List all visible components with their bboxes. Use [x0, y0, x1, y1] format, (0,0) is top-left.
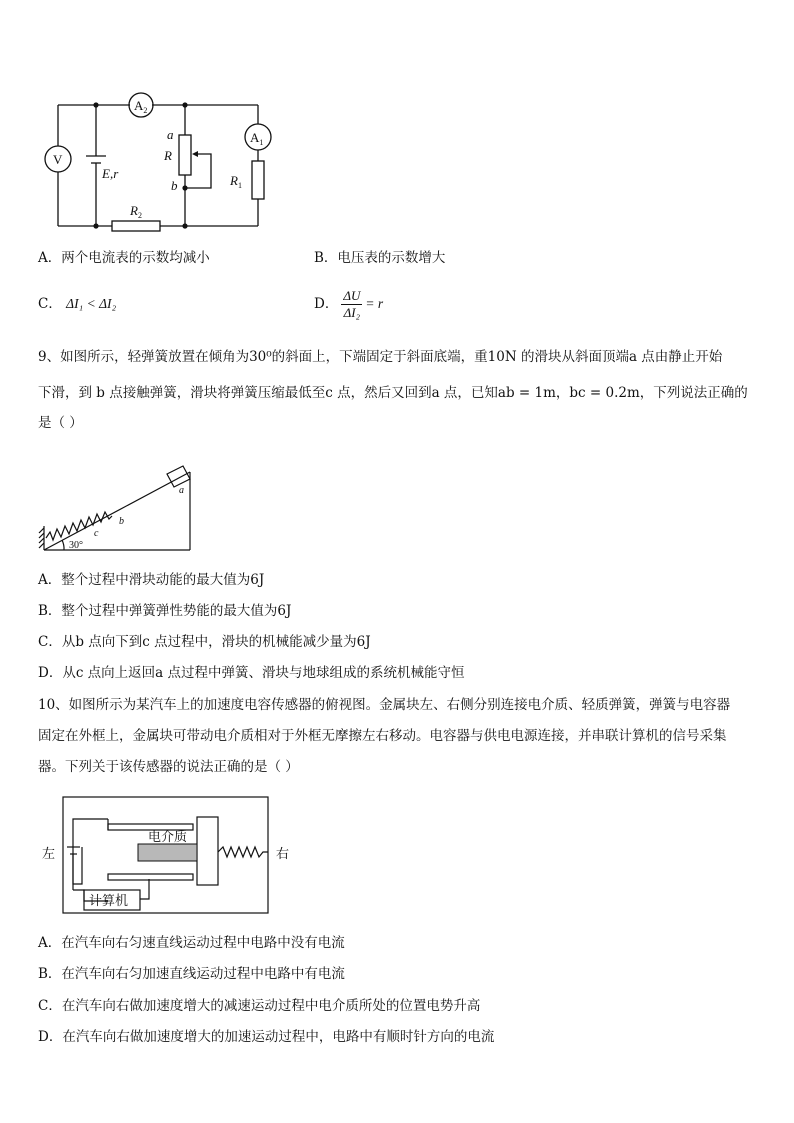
q9-option-d[interactable]: D．从c 点向上返回a 点过程中弹簧、滑块与地球组成的系统机械能守恒: [38, 665, 465, 681]
q8-option-d[interactable]: D． $\frac{\Delta U}{\text{ΔI₂}}$ = r: [314, 288, 384, 320]
dielectric-slab: [138, 844, 197, 861]
right-label: 右: [276, 846, 290, 861]
ammeter1-label: $A_1$: [250, 130, 264, 147]
rheostat-R-label: R: [164, 148, 172, 163]
q9-stem-line1: 9、如图所示，轻弹簧放置在倾角为30⁰的斜面上，下端固定于斜面底端，重10N 的滑块从斜面顶端a 点由静止开始: [38, 349, 723, 365]
circuit-diagram: [30, 88, 290, 238]
q10-option-c[interactable]: C．在汽车向右做加速度增大的减速运动过程中电介质所处的位置电势升高: [38, 998, 481, 1014]
point-a-label: a: [179, 485, 184, 496]
rheostat-a-label: a: [167, 127, 174, 142]
q10-option-b[interactable]: B．在汽车向右匀加速直线运动过程中电路中有电流: [38, 966, 345, 982]
q9-option-c[interactable]: C．从b 点向下到c 点过程中，滑块的机械能减少量为6J: [38, 634, 371, 650]
angle-label: 30°: [69, 540, 83, 551]
q10-stem-line1: 10、如图所示为某汽车上的加速度电容传感器的俯视图。金属块左、右侧分别连接电介质、轻质弹簧，弹簧与电容器: [38, 697, 731, 713]
r1-label: $R_1$: [230, 173, 242, 190]
left-label: 左: [42, 846, 56, 861]
q10-stem-line3: 器。下列关于该传感器的说法正确的是（ ）: [38, 759, 299, 775]
r2-label: $R_2$: [130, 203, 142, 220]
ammeter2-label: $A_2$: [134, 98, 148, 115]
q9-stem-line2: 下滑，到 b 点接触弹簧，滑块将弹簧压缩最低至c 点，然后又回到a 点，已知ab = 1m，bc = 0.2m，下列说法正确的: [38, 385, 748, 401]
incline-diagram: [36, 452, 201, 554]
q9-stem-line3: 是（ ）: [38, 415, 83, 431]
point-b-label: b: [119, 516, 124, 527]
q8-option-b[interactable]: B．电压表的示数增大: [314, 250, 446, 266]
computer-label: 计算机: [89, 893, 129, 908]
q8-option-c[interactable]: C． ΔI₁ < ΔI₂: [38, 296, 117, 312]
voltmeter-label: V: [53, 152, 63, 167]
q10-option-a[interactable]: A．在汽车向右匀速直线运动过程中电路中没有电流: [38, 935, 345, 951]
q10-option-d[interactable]: D．在汽车向右做加速度增大的加速运动过程中，电路中有顺时针方向的电流: [38, 1029, 495, 1045]
q9-option-a[interactable]: A．整个过程中滑块动能的最大值为6J: [38, 572, 265, 588]
point-c-label: c: [94, 528, 99, 539]
q9-option-b[interactable]: B．整个过程中弹簧弹性势能的最大值为6J: [38, 603, 292, 619]
q10-stem-line2: 固定在外框上，金属块可带动电介质相对于外框无摩擦左右移动。电容器与供电电源连接，并串联计算机的信号采集: [38, 728, 727, 744]
dielectric-label: 电介质: [148, 829, 188, 844]
fraction: $\frac{\Delta U}{\text{ΔI₂}}$: [343, 288, 361, 320]
battery-label: E,r: [102, 166, 119, 181]
rheostat-b-label: b: [171, 178, 178, 193]
sensor-diagram: [38, 792, 300, 920]
q8-option-a[interactable]: A．两个电流表的示数均减小: [38, 250, 210, 266]
